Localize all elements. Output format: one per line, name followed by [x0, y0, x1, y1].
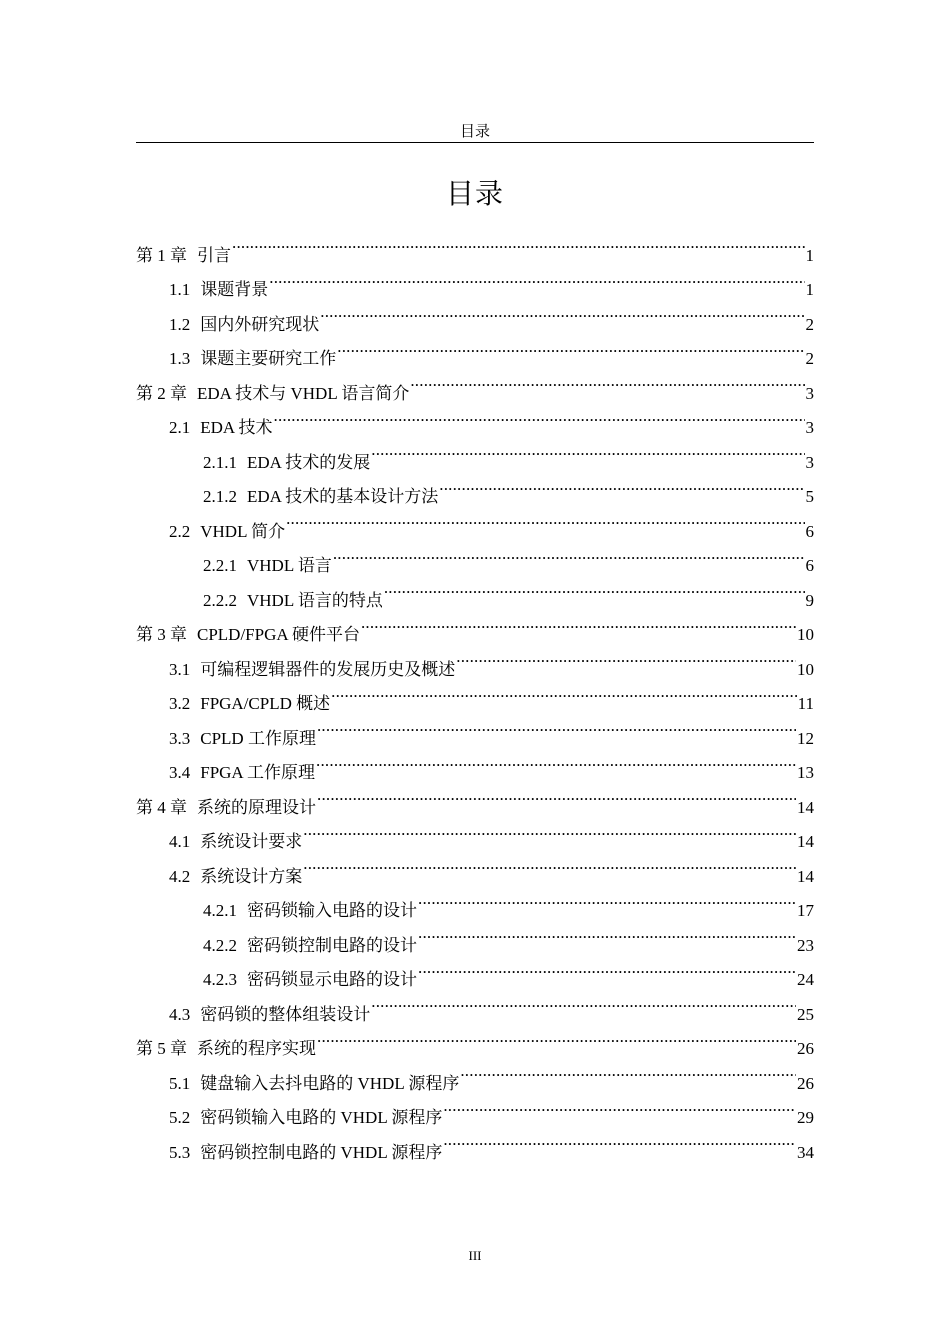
toc-entry-number: 第 5 章	[136, 1039, 187, 1058]
running-header: 目录	[459, 124, 490, 140]
toc-entry[interactable]	[136, 985, 814, 1024]
toc-dot-leader	[439, 468, 804, 503]
toc-entry-text: 可编程逻辑器件的发展历史及概述	[200, 659, 456, 679]
toc-entry-page: 3	[805, 383, 814, 403]
toc-entry-number: 2.2.1	[203, 556, 237, 575]
toc-entry-page: 9	[805, 590, 814, 610]
toc-entry-page: 17	[797, 901, 814, 920]
toc-entry-text: 课题主要研究工作	[200, 349, 337, 368]
toc-entry-number: 3.4	[169, 763, 191, 782]
toc-dot-leader	[337, 330, 804, 365]
toc-entry-text: CPLD 工作原理	[200, 728, 316, 748]
toc-entry-text: FPGA/CPLD 概述	[200, 694, 331, 713]
toc-entry-number: 1.3	[169, 349, 191, 368]
toc-dot-leader	[232, 226, 805, 261]
toc-entry-page: 14	[797, 866, 814, 886]
toc-dot-leader	[331, 675, 796, 710]
toc-dot-leader	[317, 778, 796, 813]
toc-entry-text: EDA 技术的发展	[247, 452, 371, 472]
toc-dot-leader	[320, 295, 804, 330]
toc-entry-text: 系统的程序实现	[197, 1039, 316, 1058]
toc-entry-page: 2	[805, 349, 814, 368]
toc-dot-leader	[418, 916, 796, 951]
toc-entry-text: 引言	[197, 245, 231, 265]
toc-entry-page: 34	[797, 1142, 814, 1162]
toc-dot-leader	[443, 1123, 796, 1158]
toc-dot-leader	[333, 537, 805, 572]
toc-entry-text: FPGA 工作原理	[200, 763, 316, 782]
toc-dot-leader	[303, 847, 796, 882]
toc-entry-page: 6	[805, 556, 814, 575]
toc-entry[interactable]	[136, 226, 814, 265]
toc-entry-text: 系统设计方案	[200, 866, 303, 886]
toc-entry-page: 14	[797, 797, 814, 817]
toc-dot-leader	[456, 640, 796, 675]
toc-entry-page: 3	[805, 452, 814, 472]
toc-entry-page: 26	[797, 1039, 814, 1058]
toc-dot-leader	[269, 261, 804, 296]
toc-entry-number: 第 2 章	[136, 383, 187, 403]
toc-entry-text: 密码锁的整体组装设计	[200, 1004, 371, 1024]
toc-entry-number: 4.2	[169, 866, 191, 886]
toc-entry-text: 密码锁控制电路的设计	[247, 935, 417, 955]
toc-entry[interactable]	[136, 951, 814, 989]
toc-entry-text: 密码锁控制电路的 VHDL 源程序	[200, 1142, 443, 1162]
toc-dot-leader	[361, 606, 796, 641]
toc-entry-page: 23	[797, 935, 814, 955]
toc-dot-leader	[460, 1054, 796, 1089]
toc-entry-number: 4.3	[169, 1004, 191, 1024]
toc-entry-page: 26	[797, 1073, 814, 1093]
toc-list	[136, 226, 814, 1162]
toc-entry-number: 第 3 章	[136, 625, 187, 644]
toc-entry[interactable]	[136, 468, 814, 506]
toc-entry[interactable]	[136, 502, 814, 541]
toc-entry-number: 第 1 章	[136, 245, 187, 265]
toc-entry-page: 1	[805, 280, 814, 299]
toc-entry-number: 5.2	[169, 1108, 191, 1127]
toc-entry-number: 1.2	[169, 314, 191, 334]
toc-entry-text: VHDL 语言的特点	[247, 590, 383, 610]
toc-entry-text: 密码锁输入电路的设计	[247, 901, 417, 920]
toc-dot-leader	[410, 364, 804, 399]
toc-entry-number: 3.1	[169, 659, 191, 679]
toc-entry-number: 2.1.1	[203, 452, 237, 472]
toc-entry-number: 2.1.2	[203, 487, 237, 506]
toc-entry-page: 1	[805, 245, 814, 265]
toc-entry[interactable]	[136, 261, 814, 299]
toc-entry-number: 第 4 章	[136, 797, 187, 817]
toc-entry-text: EDA 技术与 VHDL 语言简介	[197, 383, 410, 403]
toc-entry-number: 4.2.1	[203, 901, 237, 920]
toc-entry-text: 系统的原理设计	[197, 797, 316, 817]
toc-dot-leader	[286, 502, 804, 537]
toc-entry[interactable]	[136, 606, 814, 644]
toc-entry-page: 6	[805, 521, 814, 541]
toc-dot-leader	[316, 744, 796, 779]
page-number: III	[468, 1248, 482, 1263]
toc-title: 目录	[445, 179, 504, 210]
toc-entry-page: 11	[797, 694, 814, 713]
toc-entry[interactable]	[136, 916, 814, 955]
toc-dot-leader	[303, 813, 796, 848]
toc-entry-page: 10	[797, 625, 814, 644]
toc-dot-leader	[274, 399, 805, 434]
toc-entry-page: 3	[805, 418, 814, 437]
toc-entry-number: 4.2.2	[203, 935, 237, 955]
toc-entry-page: 29	[797, 1108, 814, 1127]
toc-dot-leader	[418, 882, 796, 917]
toc-dot-leader	[384, 571, 805, 606]
toc-entry-number: 5.1	[169, 1073, 191, 1093]
toc-dot-leader	[418, 951, 796, 986]
toc-dot-leader	[371, 985, 796, 1020]
toc-entry-number: 4.2.3	[203, 970, 237, 989]
toc-entry[interactable]	[136, 571, 814, 610]
toc-entry-text: VHDL 简介	[200, 521, 286, 541]
toc-dot-leader	[371, 433, 804, 468]
toc-entry-page: 14	[797, 832, 814, 851]
toc-entry-text: 系统设计要求	[200, 832, 303, 851]
toc-entry-page: 5	[805, 487, 814, 506]
toc-entry-page: 10	[797, 659, 814, 679]
toc-entry-page: 25	[797, 1004, 814, 1024]
toc-entry-text: 密码锁输入电路的 VHDL 源程序	[200, 1108, 443, 1127]
toc-entry-text: CPLD/FPGA 硬件平台	[197, 625, 360, 644]
toc-entry-text: 课题背景	[200, 280, 269, 299]
toc-entry-number: 3.3	[169, 728, 191, 748]
header-rule	[136, 142, 814, 143]
toc-entry-number: 4.1	[169, 832, 191, 851]
toc-dot-leader	[317, 1020, 796, 1055]
toc-entry-number: 3.2	[169, 694, 191, 713]
toc-entry-text: 键盘输入去抖电路的 VHDL 源程序	[200, 1073, 460, 1093]
toc-entry-page: 2	[805, 314, 814, 334]
toc-entry-text: 密码锁显示电路的设计	[247, 970, 417, 989]
toc-entry-page: 12	[797, 728, 814, 748]
toc-entry-number: 2.2	[169, 521, 191, 541]
toc-entry-number: 5.3	[169, 1142, 191, 1162]
toc-dot-leader	[443, 1089, 796, 1124]
toc-entry-text: EDA 技术	[200, 418, 273, 437]
toc-entry-text: 国内外研究现状	[200, 314, 320, 334]
toc-entry-page: 24	[797, 970, 814, 989]
toc-entry-number: 1.1	[169, 280, 191, 299]
toc-entry-page: 13	[797, 763, 814, 782]
toc-entry-number: 2.2.2	[203, 590, 237, 610]
toc-dot-leader	[317, 709, 796, 744]
toc-entry-number: 2.1	[169, 418, 191, 437]
toc-entry-text: VHDL 语言	[247, 556, 332, 575]
toc-entry-text: EDA 技术的基本设计方法	[247, 487, 439, 506]
